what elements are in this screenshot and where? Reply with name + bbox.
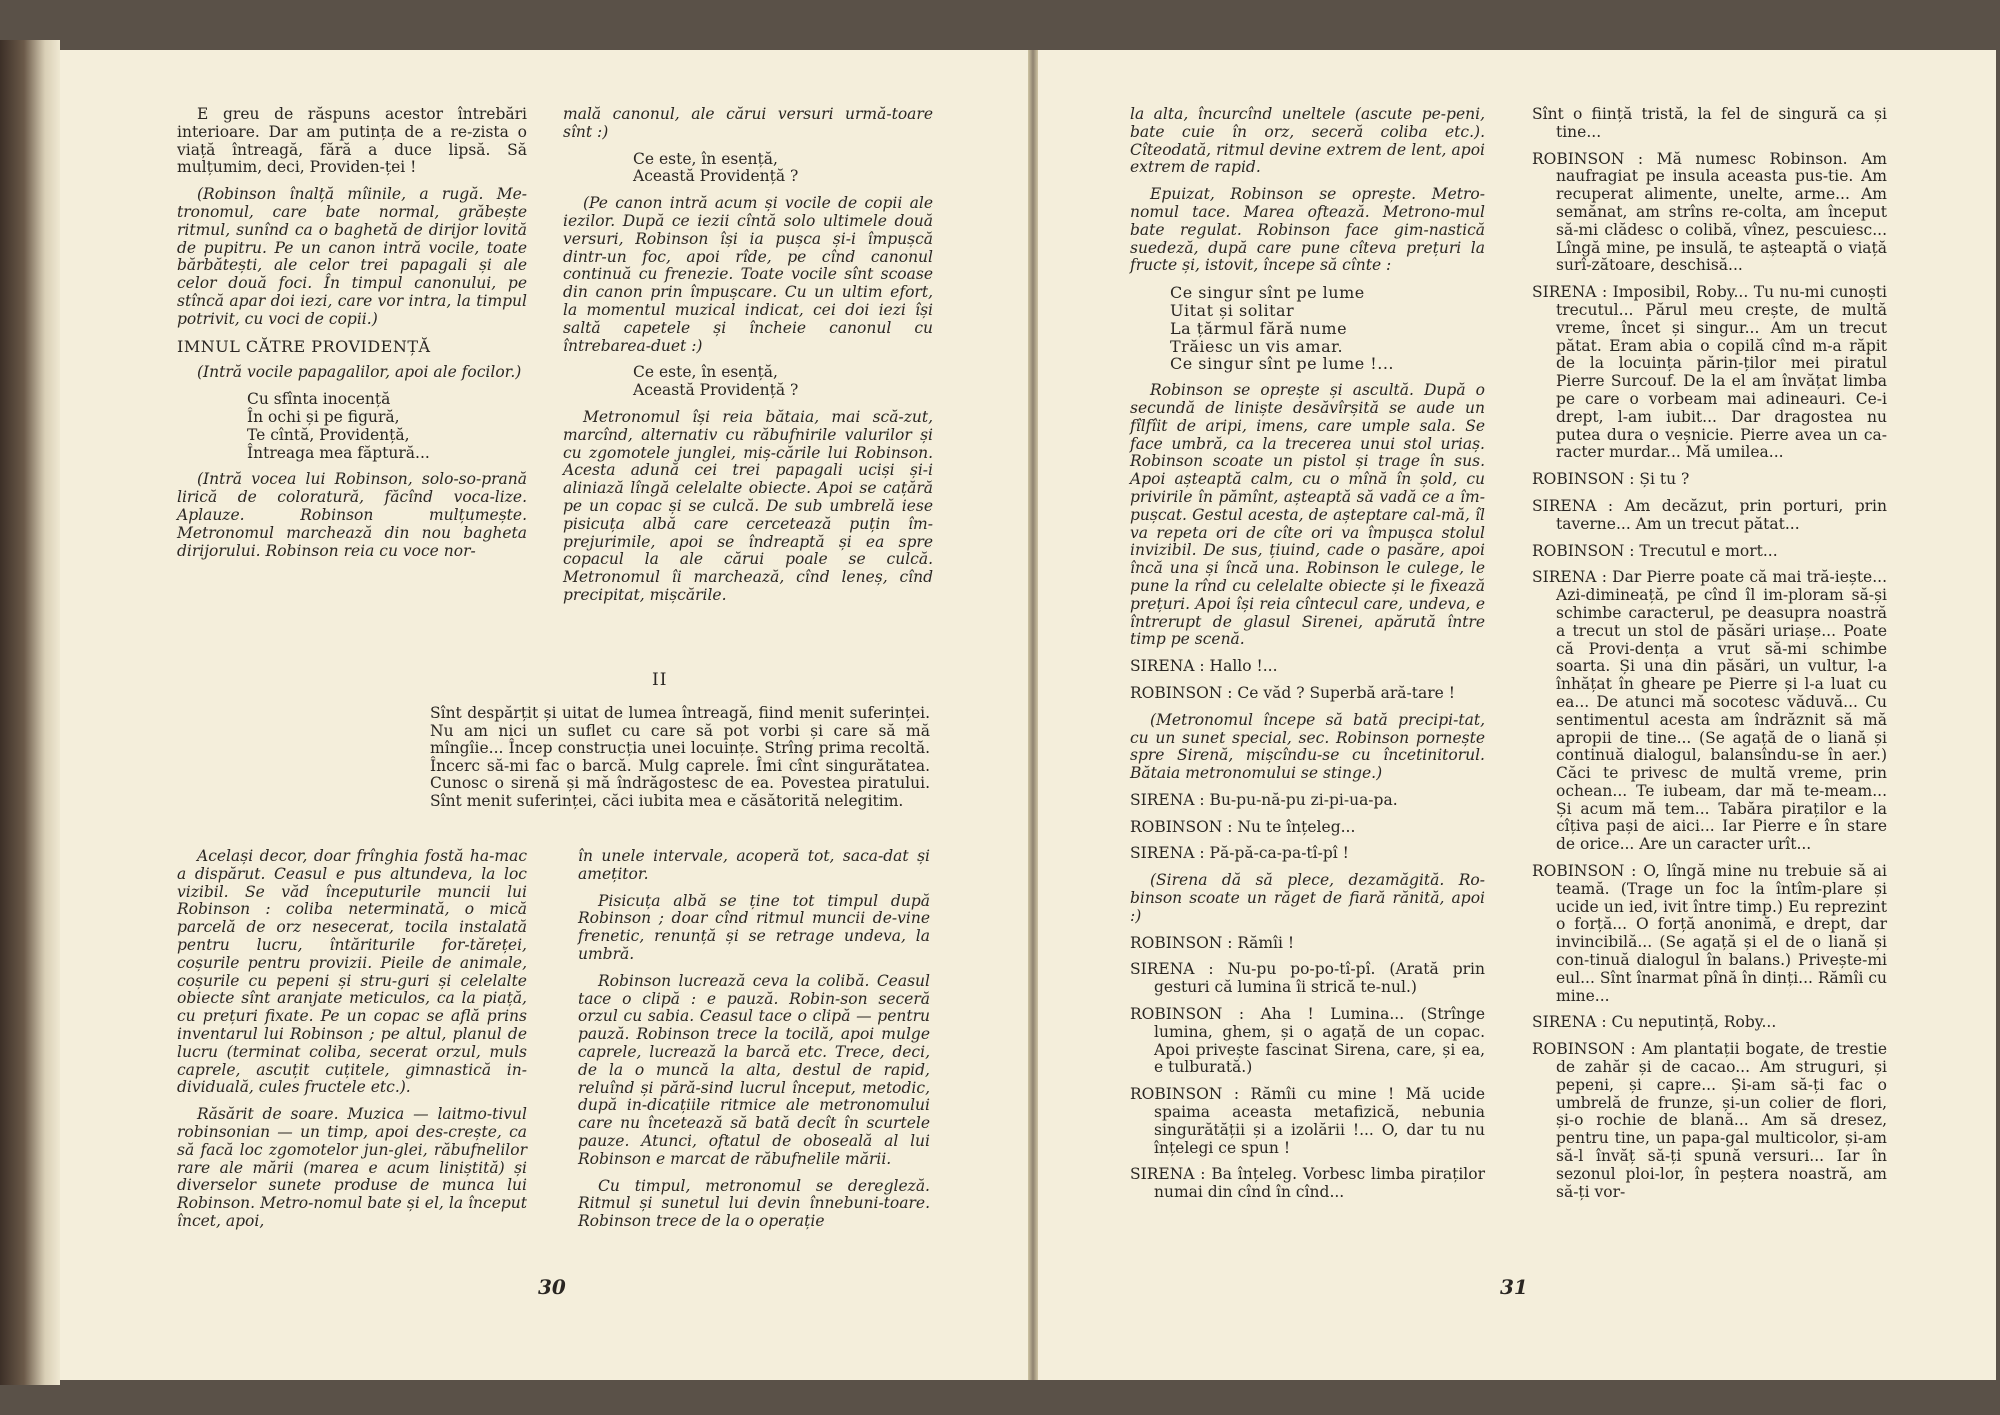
left-col-2 bbox=[563, 106, 933, 614]
dialogue-line: SIRENA : Cu neputință, Roby... bbox=[1532, 1013, 1777, 1032]
verse-line: Cu sfînta inocență bbox=[247, 390, 391, 409]
dialogue-line: ROBINSON : Ce văd ? Superbă ară-tare ! bbox=[1130, 683, 1455, 702]
verse-line: Această Providență ? bbox=[633, 167, 799, 186]
right-col-1 bbox=[1130, 106, 1485, 1211]
verse-block bbox=[247, 391, 527, 462]
dialogue-line: Sînt o ființă tristă, la fel de singură ca și tine... bbox=[1532, 105, 1887, 141]
dialogue-line: SIRENA : Am decăzut, prin porturi, prin taverne... Am un trecut pătat... bbox=[1532, 496, 1887, 533]
verse-line: Te cîntă, Providență, bbox=[247, 425, 410, 444]
verse-line: Întreaga mea făptură... bbox=[247, 443, 430, 462]
dialogue-line: SIRENA : Imposibil, Roby... Tu nu-mi cunoști trecutul... Părul meu crește, de multă vreme, încet și singur... Am un trecut pătat. Eram abia o copilă cînd m-a răpit de la locuința părin-ților mei piratul Pierre Surcouf. De la el am învățat limba pe care o vorbeam mai adineauri. Ce-i drept, l-am iubit... Dar dragostea nu putea dura o veșnicie. Pierre avea un ca-racter murdar... Mă umilea... bbox=[1532, 283, 1887, 462]
stage-direction: (Robinson înalță mîinile, a rugă. Me-tronomul, care bate normal, grăbește ritmul, sunînd ca o baghetă de dirijor lovită de pupitru. Pe un canon intră vocile, toate bărbătești, ale celor trei papagali și ale celor două foci. În timpul canonului, pe stîncă apar doi iezi, care vor intra, la timpul potrivit, cu voci de copii.) bbox=[177, 185, 527, 328]
verse-line: Trăiesc un vis amar. bbox=[1170, 336, 1344, 356]
stage-direction: Răsărit de soare. Muzica — laitmo-tivul robinsonian — un timp, apoi des-crește, ca să facă loc zgomotelor jun-glei, răbufnelilor rare ale mării (marea e acum liniștită) și diverselor sunete produse de munca lui Robinson. Metro-nomul bate și el, la început încet, apoi, bbox=[177, 1105, 527, 1230]
section-number: II bbox=[652, 670, 668, 690]
chapter-summary: Sînt despărțit și uitat de lumea întreagă, fiind menit suferinței. Nu am nici un suflet cu care să pot vorbi și care să mă mîngîie... Încep construcția unei locuințe. Strîng prima recoltă. Încerc să-mi fac o barcă. Mulg caprele. Îmi cînt singurătatea. Cunosc o sirenă și mă îndrăgostesc de ea. Povestea piratului. Sînt menit suferinței, căci iubita mea e căsătorită nelegitim. bbox=[430, 704, 930, 810]
book-spine bbox=[0, 40, 60, 1385]
page-number-left: 30 bbox=[538, 1275, 566, 1299]
left-col-4 bbox=[578, 848, 930, 1240]
left-col-3 bbox=[177, 848, 527, 1240]
dialogue-line: SIRENA : Dar Pierre poate că mai tră-iește... Azi-dimineață, pe cînd îl im-ploram să-și schimbe caracterul, pe deasupra noastră a trecut un stol de păsări uriașe... Poate că Provi-dența a vrut să-mi schimbe soarta. Și una din păsări, un vultur, l-a înhățat în gheare pe Pierre și l-a luat cu ea... De atunci mă socotesc văduvă... Cu sentimentul acesta am îndrăznit să mă apropii de tine... (Se agață de o liană și continuă dialogul, balansîndu-se în aer.) Căci te privesc de multă vreme, prin ochean... Te iubeam, dar mă te-meam... Și acum mă tem... Tabăra piraților e la cîțiva pași de aici... Iar Pierre e în stare de orice... Are un caracter urît... bbox=[1532, 568, 1887, 854]
verse-line: Ce este, în esență, bbox=[633, 149, 778, 168]
verse-line: La țărmul fără nume bbox=[1170, 318, 1348, 338]
section-heading: IMNUL CĂTRE PROVIDENȚĂ bbox=[177, 336, 431, 356]
stage-direction: în unele intervale, acoperă tot, saca-dat și amețitor. bbox=[578, 847, 930, 883]
stage-direction: Același decor, doar frînghia fostă ha-mac a dispărut. Ceasul e pus altundeva, la loc vizibil. Se văd începuturile muncii lui Robinson : coliba neterminată, o mică parcelă de orz nesecerat, tocila instalată pentru lucru, întăriturile for-tăreței, coșurile pentru provizii. Pieile de animale, coșurile cu pepeni și stru-guri și celelalte obiecte sînt aranjate meticulos, ca la piață, cu prețuri fixate. Pe un copac se află prins inventarul lui Robinson ; pe altul, planul de lucru (terminat coliba, secerat orzul, muls caprele, ascuțit cuțitele, gimnastică in-dividuală, cules fructele etc.). bbox=[177, 847, 527, 1097]
dialogue-line: ROBINSON : Am plantații bogate, de trestie de zahăr și de cacao... Am struguri, și pepeni, și capre... Și-am să-ți fac o umbrelă de frunze, și-un colier de flori, și-o rochie de blană... Am să dresez, pentru tine, un papa-gal multicolor, și-am să-l învăț să-ți spună versuri... Iar în sezonul ploi-lor, în peștera noastră, am să-ți vor- bbox=[1532, 1040, 1887, 1201]
dialogue-line: SIRENA : Bu-pu-nă-pu zi-pi-ua-pa. bbox=[1130, 790, 1398, 809]
verse-block bbox=[633, 151, 933, 187]
verse-line: Ce este, în esență, bbox=[633, 363, 778, 382]
verse-block bbox=[1170, 284, 1485, 373]
dialogue-line: ROBINSON : O, lîngă mine nu trebuie să ai teamă. (Trage un foc la întîm-plare și ucide un ied, ivit între timp.) Eu reprezint o forță... O forță anonimă, e drept, dar invincibilă... (Se agață și el de o liană și con-tinuă dialogul în balans.) Privește-mi eul... Sînt înarmat pînă în dinți... Rămîi cu mine... bbox=[1532, 862, 1887, 1005]
stage-direction: Epuizat, Robinson se oprește. Metro-nomul tace. Marea oftează. Metrono-mul bate regulat. Robinson face gim-nastică suedeză, după care pune cîteva prețuri la fructe și, istovit, începe să cînte : bbox=[1130, 185, 1485, 275]
book-gutter bbox=[1028, 50, 1038, 1380]
verse-line: Uitat și solitar bbox=[1170, 300, 1295, 320]
verse-line: În ochi și pe figură, bbox=[247, 407, 400, 426]
dialogue-line: ROBINSON : Rămîi ! bbox=[1130, 933, 1295, 952]
stage-direction: la alta, încurcînd uneltele (ascute pe-peni, bate cuie în orz, seceră coliba etc.). Cîteodată, ritmul devine extrem de lent, apoi extrem de rapid. bbox=[1130, 105, 1485, 177]
verse-line: Această Providență ? bbox=[633, 381, 799, 400]
stage-direction: Robinson lucrează ceva la colibă. Ceasul tace o clipă : e pauză. Robin-son seceră orzul cu sabia. Ceasul tace o clipă — pentru pauză. Robinson trece la tocilă, apoi mulge caprele, lucrează la barcă etc. Trece, deci, de la o muncă la alta, destul de rapid, reluînd și pără-sind lucrul început, metodic, după in-dicațiile ritmice ale metronomului care nu încetează să bată decît în scurtele pauze. Atunci, oftatul de oboseală al lui Robinson e marcat de răbufnelile mării. bbox=[578, 971, 930, 1168]
verse-line: Ce singur sînt pe lume bbox=[1170, 283, 1365, 303]
dialogue-line: SIRENA : Nu-pu po-po-tî-pî. (Arată prin gesturi că lumina îi strică te-nul.) bbox=[1130, 960, 1485, 997]
stage-direction: (Intră vocea lui Robinson, solo-so-prană lirică de coloratură, făcînd voca-lize. Aplauze. Robinson mulțumește. Metronomul marchează din nou bagheta dirijorului. Robinson reia cu voce nor- bbox=[177, 470, 527, 560]
stage-direction: (Intră vocile papagalilor, apoi ale focilor.) bbox=[197, 363, 522, 382]
stage-direction: Metronomul își reia bătaia, mai scă-zut, marcînd, alternativ cu răbufnirile valurilor și cu zgomotele junglei, miș-cările lui Robinson. Acesta adună cei trei papagali uciși și-i aliniază lîngă celelalte obiecte. Apoi se cațără pe un copac și se culcă. De sub umbrelă iese pisicuța albă care cercetează puțin îm-prejurimile, apoi se îndreaptă și ea spre copacul la ale cărui poale se culcă. Metronomul îi marchează, cînd leneș, cînd precipitat, mișcările. bbox=[563, 407, 933, 604]
stage-direction: Pisicuța albă se ține tot timpul după Robinson ; doar cînd ritmul muncii de-vine frenetic, renunță și se retrage undeva, la umbră. bbox=[578, 891, 930, 963]
dialogue-line: SIRENA : Pă-pă-ca-pa-tî-pî ! bbox=[1130, 844, 1349, 863]
stage-direction: Cu timpul, metronomul se deregleză. Ritmul și sunetul lui devin înnebuni-toare. Robinson trece de la o operație bbox=[578, 1176, 930, 1231]
dialogue-line: ROBINSON : Trecutul e mort... bbox=[1532, 541, 1778, 560]
stage-direction: Robinson se oprește și ascultă. După o secundă de liniște desăvîrșită se aude un fîlfîit de aripi, imens, care umple sala. Se face umbră, ca la trecerea unui stol uriaș. Robinson scoate un pistol și trage în sus. Apoi așteaptă calm, cu o mînă în șold, cu privirile în pămînt, așteaptă să vadă ce a îm-pușcat. Gestul acesta, de așteptare cal-mă, îl va repeta ori de cîte ori va împușca stolul invizibil. De sus, țiuind, cade o pasăre, apoi încă una și încă una. Robinson le culege, le pune la rînd cu celelalte obiecte și le fixează prețuri. Apoi își reia cîntecul care, undeva, e întrerupt de glasul Sirenei, apărută între timp pe scenă. bbox=[1130, 381, 1485, 649]
dialogue-line: ROBINSON : Mă numesc Robinson. Am naufragiat pe insula aceasta pus-tie. Am recuperat alimente, unelte, arme... Am semănat, am strîns re-colta, am început să-mi clădesc o colibă, vînez, pescuiesc... Lîngă mine, pe insulă, te așteaptă o viață surî-zătoare, deschisă... bbox=[1532, 149, 1887, 275]
dialogue-line: SIRENA : Ba înțeleg. Vorbesc limba piraților numai din cînd în cînd... bbox=[1130, 1165, 1485, 1202]
stage-direction: (Pe canon intră acum și vocile de copii ale iezilor. După ce iezii cîntă solo ultimele două versuri, Robinson își ia pușca și-i împușcă dintr-un foc, apoi rîde, pe cînd canonul continuă cu frenezie. Toate vocile sînt scoase din canon prin împușcare. Cu un ultim efort, la momentul muzical indicat, cei doi iezi își saltă capetele și încheie canonul cu întrebarea-duet :) bbox=[563, 194, 933, 355]
dialogue-line: ROBINSON : Nu te înțeleg... bbox=[1130, 817, 1356, 836]
right-col-2 bbox=[1532, 106, 1887, 1210]
left-col-1 bbox=[177, 106, 527, 569]
dialogue-line: SIRENA : Hallo !... bbox=[1130, 657, 1278, 676]
stage-direction: (Metronomul începe să bată precipi-tat, cu un sunet special, sec. Robinson pornește spre Sirenă, mișcîndu-se cu încetinitorul. Bătaia metronomului se stinge.) bbox=[1130, 710, 1485, 783]
page-number-right: 31 bbox=[1500, 1275, 1528, 1299]
stage-direction: mală canonul, ale cărui versuri urmă-toare sînt :) bbox=[563, 105, 933, 141]
dialogue-line: ROBINSON : Aha ! Lumina... (Strînge lumina, ghem, și o agață de un copac. Apoi privește fascinat Sirena, care, și ea, e tulburată.) bbox=[1130, 1005, 1485, 1077]
verse-block bbox=[633, 364, 933, 400]
stage-direction: (Sirena dă să plece, dezamăgită. Ro-binson scoate un răget de fiară rănită, apoi :) bbox=[1130, 871, 1485, 925]
verse-line: Ce singur sînt pe lume !... bbox=[1170, 354, 1394, 374]
dialogue-line: ROBINSON : Și tu ? bbox=[1532, 470, 1690, 489]
paragraph: E greu de răspuns acestor întrebări interioare. Dar am putința de a re-zista o viață întreagă, fără a duce lipsă. Să mulțumim, deci, Providen-ței ! bbox=[177, 105, 527, 177]
dialogue-line: ROBINSON : Rămîi cu mine ! Mă ucide spaima aceasta metafizică, nebunia singurătății și a izolării !... O, dar tu nu înțelegi ce spun ! bbox=[1130, 1085, 1485, 1157]
